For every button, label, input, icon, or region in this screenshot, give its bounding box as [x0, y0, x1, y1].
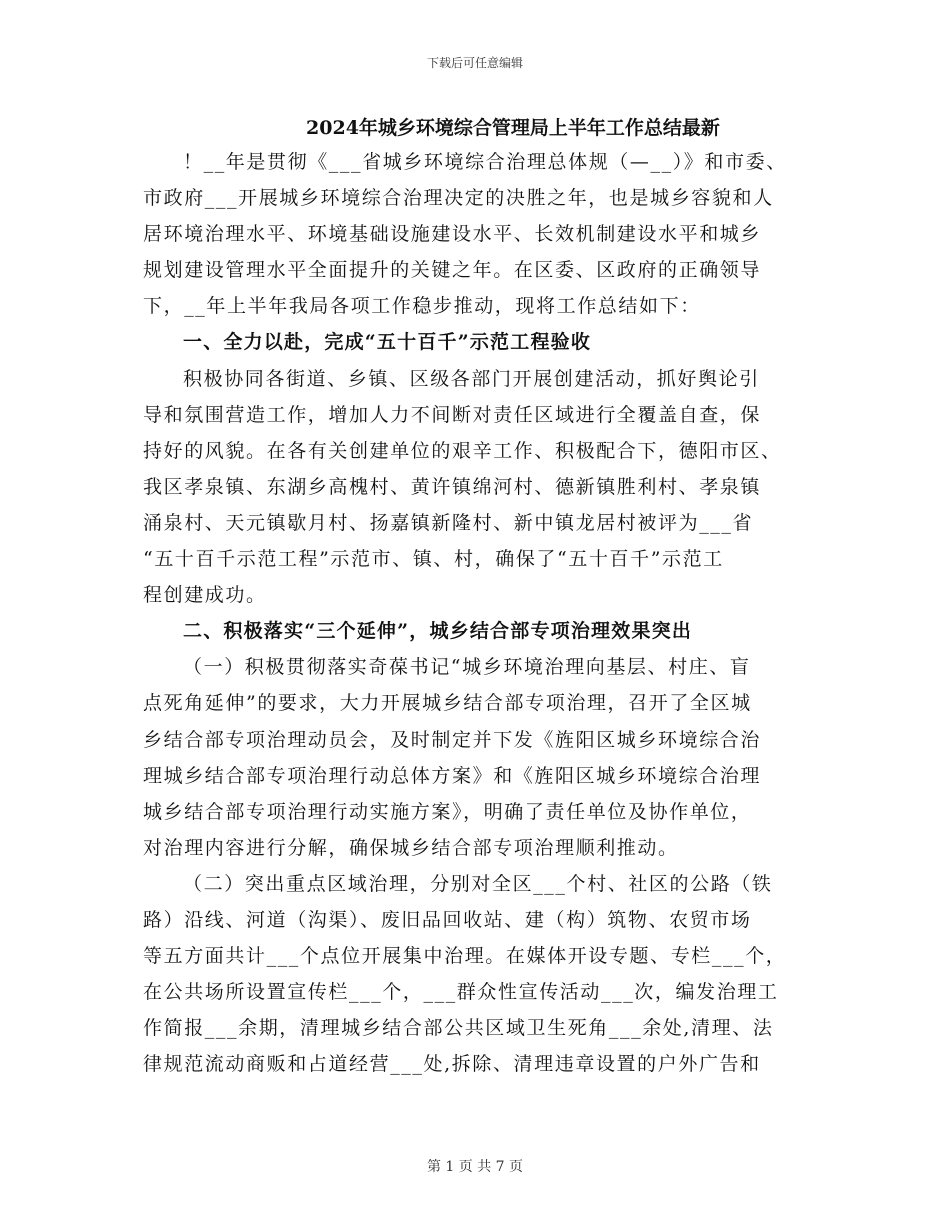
text-line: 涌泉村、天元镇歇月村、扬嘉镇新隆村、新中镇龙居村被评为___省: [143, 511, 754, 534]
text-line: 城乡结合部专项治理行动实施方案》，明确了责任单位及协作单位，: [143, 800, 752, 823]
text-line: 点死角延伸”的要求，大力开展城乡结合部专项治理，召开了全区城: [143, 692, 752, 715]
text-line: “五十百千示范工程”示范市、镇、村，确保了“五十百千”示范工: [143, 548, 724, 571]
document-paragraphs: [143, 144, 823, 1082]
text-line: 律规范流动商贩和占道经营___处,拆除、清理违章设置的户外广告和: [143, 1053, 761, 1076]
text-line: 规划建设管理水平全面提升的关键之年。在区委、区政府的正确领导: [143, 259, 762, 282]
text-line: （二）突出重点区域治理，分别对全区___个村、社区的公路（铁: [183, 872, 773, 895]
text-line: 积极协同各街道、乡镇、区级各部门开展创建活动，抓好舆论引: [183, 367, 760, 390]
text-line: （一）积极贯彻落实奇葆书记“城乡环境治理向基层、村庄、盲: [183, 656, 751, 679]
page-number: 第 1 页 共 7 页: [426, 1159, 524, 1175]
text-line: 市政府___开展城乡环境综合治理决定的决胜之年，也是城乡容貌和人: [143, 187, 774, 210]
page-header-note: 下载后可任意编辑: [426, 56, 523, 70]
section-heading-line: 二、积极落实“三个延伸”，城乡结合部专项治理效果突出: [183, 620, 693, 643]
document-title: 2024年城乡环境综合管理局上半年工作总结最新: [306, 117, 720, 139]
text-line: 下，__年上半年我局各项工作稳步推动，现将工作总结如下：: [143, 295, 701, 318]
text-line: 作简报___余期，清理城乡结合部公共区域卫生死角___余处,清理、法: [143, 1017, 774, 1040]
text-line: 导和氛围营造工作，增加人力不间断对责任区域进行全覆盖自查，保: [143, 403, 762, 426]
text-line: 等五方面共计___个点位开展集中治理。在媒体开设专题、专栏___个，: [143, 945, 787, 968]
text-line: 程创建成功。: [143, 584, 267, 607]
text-line: 持好的风貌。在各有关创建单位的艰辛工作、积极配合下，德阳市区、: [143, 439, 782, 462]
text-line: 乡结合部专项治理动员会，及时制定并下发《旌阳区城乡环境综合治: [143, 728, 762, 751]
text-line: 路）沿线、河道（沟渠）、废旧品回收站、建（构）筑物、农贸市场: [143, 908, 752, 931]
text-line: ！__年是贯彻《___省城乡环境综合治理总体规（—__）》和市委、: [183, 151, 787, 173]
text-line: 理城乡结合部专项治理行动总体方案》和《旌阳区城乡环境综合治理: [143, 764, 762, 787]
text-line: 我区孝泉镇、东湖乡高槐村、黄许镇绵河村、德新镇胜利村、孝泉镇: [143, 475, 762, 498]
text-line: 居环境治理水平、环境基础设施建设水平、长效机制建设水平和城乡: [143, 223, 762, 246]
text-line: 在公共场所设置宣传栏___个，___群众性宣传活动___次，编发治理工: [143, 981, 779, 1004]
document-body: [143, 112, 823, 1082]
text-line: 对治理内容进行分解，确保城乡结合部专项治理顺利推动。: [143, 836, 679, 859]
section-heading-line: 一、全力以赴，完成“五十百千”示范工程验收: [183, 331, 592, 354]
